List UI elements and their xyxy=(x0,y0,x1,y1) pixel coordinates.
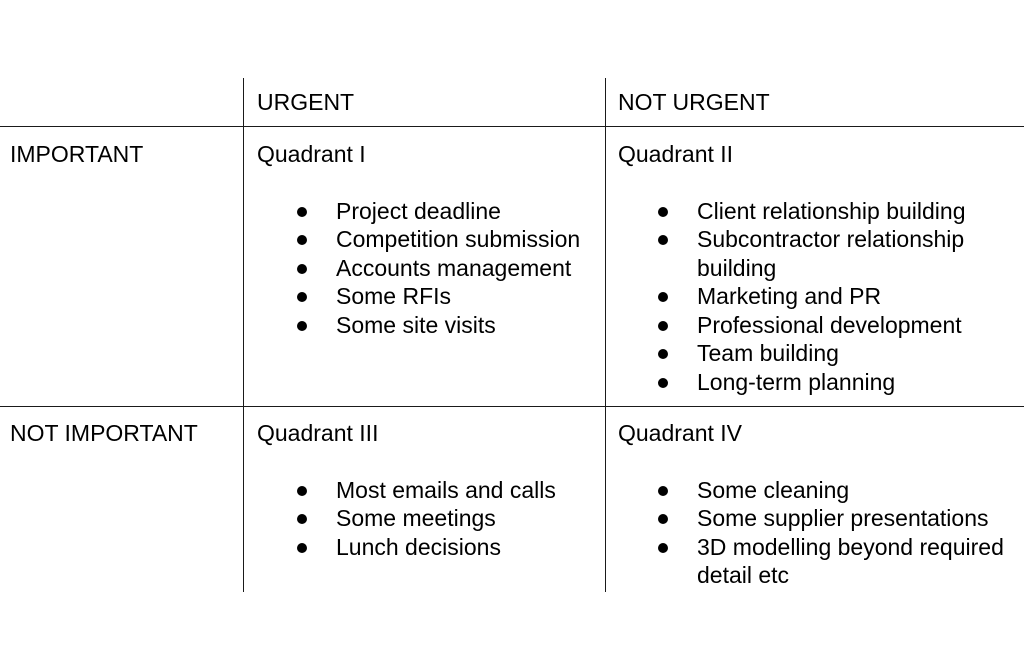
bullet-icon xyxy=(658,378,668,388)
list-item xyxy=(257,254,676,283)
list-item-text: Project deadline xyxy=(336,197,501,224)
bullet-icon xyxy=(658,486,668,496)
row-header-important: IMPORTANT xyxy=(10,141,144,167)
quadrant-3-cell xyxy=(257,419,676,561)
quadrant-item-list xyxy=(618,476,1024,590)
list-item xyxy=(257,311,676,340)
quadrant-title: Quadrant I xyxy=(257,141,366,167)
list-item xyxy=(257,533,676,562)
bullet-icon xyxy=(658,514,668,524)
list-item xyxy=(618,504,1024,533)
list-item-text: Some RFIs xyxy=(336,283,452,309)
list-item xyxy=(618,368,1024,397)
quadrant-item-list xyxy=(618,197,1024,397)
list-item-text: Accounts management xyxy=(336,254,572,281)
list-item xyxy=(257,504,676,533)
bullet-icon xyxy=(658,235,668,245)
list-item-text: Some meetings xyxy=(336,505,496,531)
list-item xyxy=(618,476,1024,505)
bullet-icon xyxy=(297,292,307,302)
quadrant-title: Quadrant III xyxy=(257,420,379,446)
quadrant-1-cell xyxy=(257,140,676,339)
list-item xyxy=(257,197,676,226)
quadrant-2-cell xyxy=(618,140,1024,396)
priority-matrix-table xyxy=(0,78,1024,592)
list-item-text: Subcontractor relationship building xyxy=(697,226,965,281)
list-item xyxy=(618,225,1024,282)
list-item-text: Most emails and calls xyxy=(336,476,556,503)
bullet-icon xyxy=(658,349,668,359)
list-item-text: Marketing and PR xyxy=(697,283,882,309)
list-item xyxy=(257,282,676,311)
bullet-icon xyxy=(658,321,668,331)
bullet-icon xyxy=(297,514,307,524)
list-item-text: Competition submission xyxy=(336,226,581,252)
list-item-text: 3D modelling beyond required detail etc xyxy=(697,533,1004,588)
bullet-icon xyxy=(297,264,307,274)
row-divider xyxy=(0,126,1024,127)
list-item-text: Professional development xyxy=(697,311,962,338)
bullet-icon xyxy=(297,321,307,331)
row-header-not-important: NOT IMPORTANT xyxy=(10,420,198,446)
quadrant-title: Quadrant II xyxy=(618,141,734,167)
list-item xyxy=(618,282,1024,311)
list-item xyxy=(257,225,676,254)
list-item xyxy=(618,311,1024,340)
bullet-icon xyxy=(297,543,307,553)
list-item-text: Some cleaning xyxy=(697,476,850,503)
bullet-icon xyxy=(297,207,307,217)
quadrant-item-list xyxy=(257,476,676,562)
column-divider xyxy=(243,78,244,592)
bullet-icon xyxy=(297,235,307,245)
list-item-text: Lunch decisions xyxy=(336,533,501,560)
list-item-text: Long-term planning xyxy=(697,368,896,395)
list-item-text: Some supplier presentations xyxy=(697,505,989,531)
list-item-text: Some site visits xyxy=(336,311,496,338)
bullet-icon xyxy=(658,292,668,302)
quadrant-item-list xyxy=(257,197,676,340)
bullet-icon xyxy=(658,207,668,217)
list-item xyxy=(257,476,676,505)
row-divider xyxy=(0,406,1024,407)
bullet-icon xyxy=(297,486,307,496)
quadrant-title: Quadrant IV xyxy=(618,420,743,446)
quadrant-4-cell xyxy=(618,419,1024,590)
bullet-icon xyxy=(658,543,668,553)
column-header-not-urgent: NOT URGENT xyxy=(618,89,770,115)
list-item-text: Client relationship building xyxy=(697,197,966,224)
list-item xyxy=(618,197,1024,226)
list-item-text: Team building xyxy=(697,340,839,366)
column-header-urgent: URGENT xyxy=(257,89,355,115)
list-item xyxy=(618,533,1024,590)
list-item xyxy=(618,339,1024,368)
